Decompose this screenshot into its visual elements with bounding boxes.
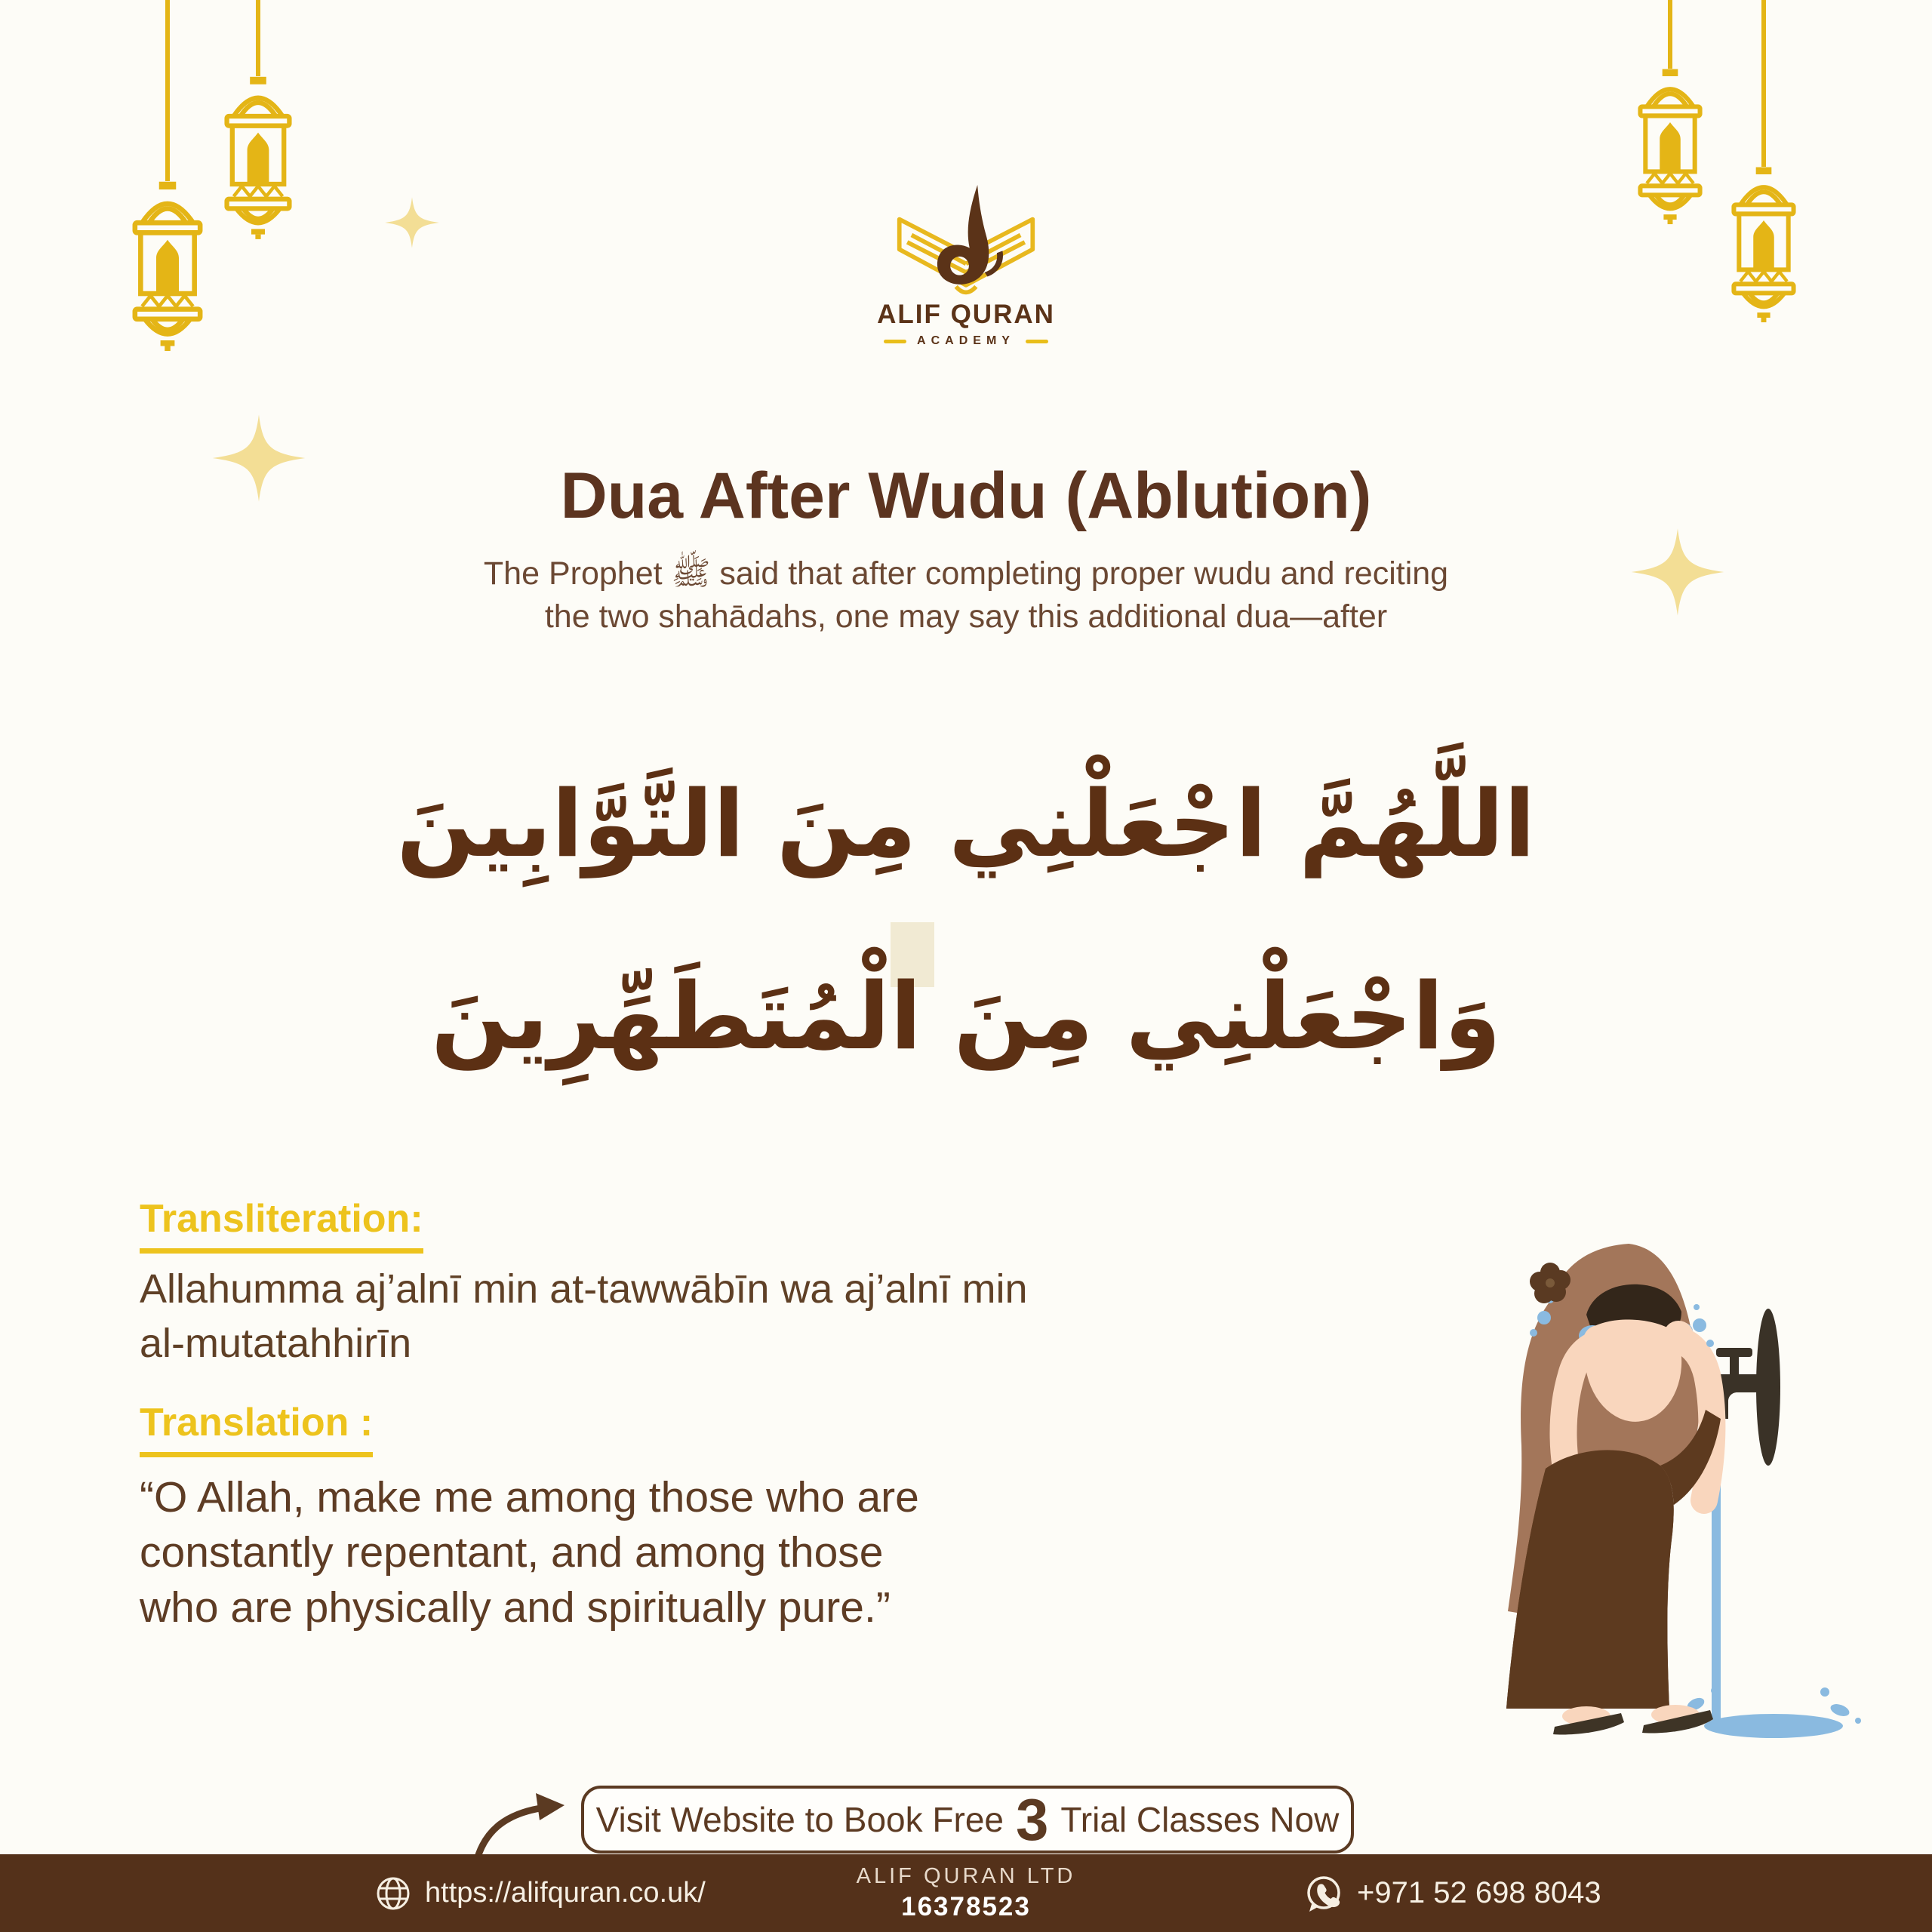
academy-dash [1026, 340, 1048, 343]
arabic-line-1: اللَّهُمَّ اجْعَلْنِي مِنَ التَّوَّابِينَ [396, 771, 1536, 878]
phone-icon [1304, 1874, 1343, 1913]
transliteration-line: al-mutatahhirīn [140, 1321, 412, 1366]
logo-subtitle: ACADEMY [917, 334, 1015, 347]
company-number: 16378523 [901, 1892, 1031, 1921]
page-title: Dua After Wudu (Ablution) [560, 460, 1372, 532]
logo-name: ALIF QURAN [877, 300, 1055, 329]
subtitle-line: the two shahādahs, one may say this additional dua—after [544, 598, 1388, 635]
translation-line: constantly repentant, and among those [140, 1528, 884, 1577]
translation-text [140, 1470, 970, 1635]
arabic-line-2: وَاجْعَلْنِي مِنَ الْمُتَطَهِّرِينَ [431, 963, 1501, 1070]
transliteration-heading: Transliteration: [140, 1196, 423, 1254]
phone-number[interactable]: +971 52 698 8043 [1357, 1876, 1601, 1909]
sandals [1553, 1705, 1713, 1734]
cta-number: 3 [1016, 1786, 1049, 1853]
arabic-dua [0, 728, 1932, 1113]
subtitle-line: The Prophet ﷺ said that after completing proper wudu and reciting [483, 555, 1449, 592]
page-subtitle [0, 552, 1932, 638]
wudu-illustration [1472, 1230, 1864, 1751]
footer-phone[interactable] [1304, 1854, 1601, 1932]
brand-logo [0, 185, 1932, 348]
alif-quran-book-logo-icon [853, 185, 1079, 298]
cta-text-after: Trial Classes Now [1060, 1800, 1340, 1839]
translation-line: who are physically and spiritually pure.” [140, 1583, 891, 1632]
transliteration-text [140, 1262, 1438, 1371]
website-url[interactable]: https://alifquran.co.uk/ [425, 1877, 706, 1909]
footer-website[interactable] [375, 1854, 706, 1932]
translation-heading: Translation : [140, 1400, 373, 1457]
footer-company-block [857, 1854, 1076, 1932]
transliteration-line: Allahumma aj’alnī min at-tawwābīn wa aj’alnī min [140, 1266, 1028, 1312]
company-name: ALIF QURAN LTD [856, 1864, 1076, 1888]
translation-line: “O Allah, make me among those who are [140, 1473, 919, 1521]
cta-text-before: Visit Website to Book Free [595, 1800, 1004, 1839]
academy-dash [884, 340, 906, 343]
book-trial-button[interactable] [581, 1786, 1354, 1854]
globe-icon [375, 1875, 411, 1912]
flower-accessory [1530, 1263, 1571, 1303]
